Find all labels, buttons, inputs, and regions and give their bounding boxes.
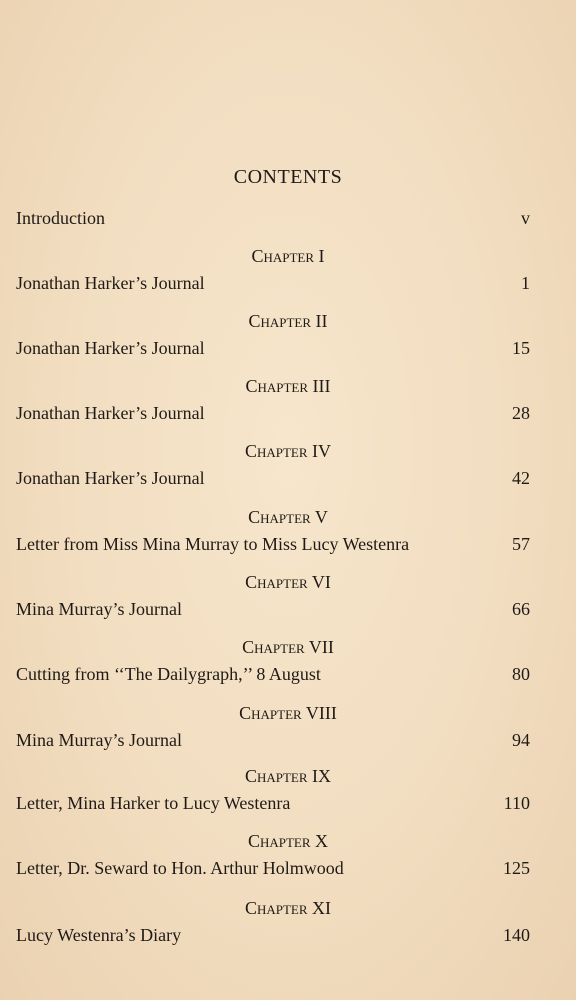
toc-entry-label: Letter, Mina Harker to Lucy Westenra (16, 793, 291, 813)
chapter-heading: Chapter III (245, 376, 331, 396)
chapter-heading: Chapter II (248, 311, 328, 331)
toc-entry-page-number: 94 (512, 730, 530, 750)
toc-entry-label: Jonathan Harker’s Journal (16, 403, 205, 423)
toc-entry-label: Jonathan Harker’s Journal (16, 468, 205, 488)
toc-entry-page-number: 125 (503, 858, 530, 878)
toc-entry-label: Letter from Miss Mina Murray to Miss Lucy Westenra (16, 534, 410, 554)
toc-entry-chapter-5[interactable] (16, 532, 530, 556)
contents-title: CONTENTS (233, 166, 343, 188)
toc-entry-page-number: 1 (521, 273, 530, 293)
toc-entry-page-number: 140 (503, 925, 530, 945)
chapter-heading: Chapter VIII (239, 703, 337, 723)
toc-entry-label: Mina Murray’s Journal (16, 599, 182, 619)
toc-entry-chapter-9[interactable] (16, 791, 530, 815)
toc-entry-label: Lucy Westenra’s Diary (16, 925, 182, 945)
chapter-heading: Chapter V (248, 507, 328, 527)
toc-entry-chapter-3[interactable] (16, 401, 530, 425)
chapter-heading: Chapter XI (244, 898, 332, 918)
toc-entry-page-number: 28 (512, 403, 530, 423)
toc-entry-chapter-1[interactable] (16, 271, 530, 295)
toc-entry-chapter-11[interactable] (16, 923, 530, 947)
chapter-heading: Chapter IX (244, 766, 332, 786)
chapter-heading: Chapter VI (245, 572, 331, 592)
toc-entry-page-number: 80 (512, 664, 530, 684)
toc-entry-label: Jonathan Harker’s Journal (16, 338, 205, 358)
toc-entry-label: Letter, Dr. Seward to Hon. Arthur Holmwood (16, 858, 344, 878)
toc-entry-page-number: 110 (503, 793, 530, 813)
toc-entry-chapter-4[interactable] (16, 466, 530, 490)
toc-entry-chapter-10[interactable] (16, 856, 530, 880)
toc-entry-page-number: 57 (512, 534, 530, 554)
toc-entry-page-number: 42 (512, 468, 530, 488)
toc-entry-chapter-7[interactable] (16, 662, 530, 686)
toc-entry-page-number: 15 (512, 338, 530, 358)
toc-entry-label: Mina Murray’s Journal (16, 730, 182, 750)
toc-entry-label: Cutting from ‘‘The Dailygraph,’’ 8 August (16, 664, 321, 684)
chapter-heading: Chapter VII (242, 637, 334, 657)
toc-entry-label: Jonathan Harker’s Journal (16, 273, 205, 293)
toc-entry-chapter-2[interactable] (16, 336, 530, 360)
chapter-heading: Chapter IV (244, 441, 332, 461)
chapter-heading: Chapter I (251, 246, 325, 266)
toc-entry-page-number: v (521, 208, 530, 228)
toc-entry-chapter-8[interactable] (16, 728, 530, 752)
toc-entry-label: Introduction (16, 208, 105, 228)
toc-entry-introduction[interactable] (16, 206, 530, 230)
toc-entry-chapter-6[interactable] (16, 597, 530, 621)
chapter-heading: Chapter X (247, 831, 329, 851)
toc-entry-page-number: 66 (512, 599, 530, 619)
